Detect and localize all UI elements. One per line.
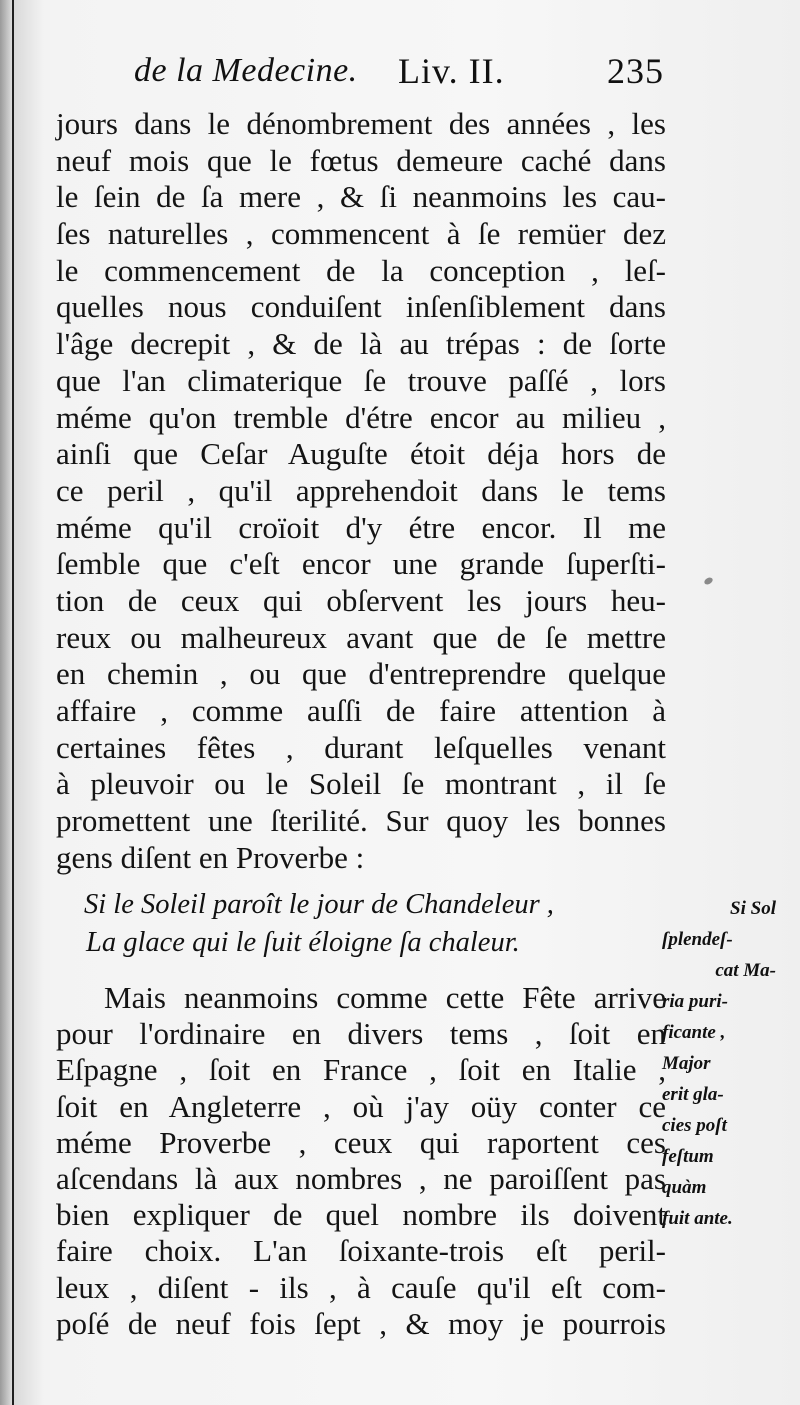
text-line: méme qu'il croïoit d'y étre encor. Il me xyxy=(56,509,666,545)
book-number: Liv. II. xyxy=(398,51,505,91)
margin-note-line: Major xyxy=(662,1053,711,1074)
text-line: ainſi que Ceſar Auguſte étoit déja hors de xyxy=(56,436,666,472)
running-title: de la Medecine. xyxy=(134,52,358,89)
margin-note-line: quàm xyxy=(662,1177,707,1198)
page-gutter-shadow xyxy=(0,0,12,1405)
margin-note-line: feſtum xyxy=(662,1146,714,1167)
text-line: faire choix. L'an ſoixante-trois eſt peril- xyxy=(56,1233,666,1269)
page-header xyxy=(134,46,664,106)
text-line: en chemin , ou que d'entreprendre quelque xyxy=(56,656,666,692)
verse-line: La glace qui le ſuit éloigne ſa chaleur. xyxy=(86,927,520,958)
text-line: leux , diſent - ils , à cauſe qu'il eſt com- xyxy=(56,1269,666,1305)
text-line: neuf mois que le fœtus demeure caché dans xyxy=(56,142,666,178)
margin-note-line: Si Sol xyxy=(730,898,776,919)
text-line: bien expliquer de quel nombre ils doivent xyxy=(56,1197,666,1233)
text-line: reux ou malheureux avant que de ſe mettre xyxy=(56,619,666,655)
margin-note-line: erit gla- xyxy=(662,1084,724,1105)
text-line: gens diſent en Proverbe : xyxy=(56,839,365,875)
proverb-verse xyxy=(84,886,644,962)
margin-note-line: cies poſt xyxy=(662,1115,727,1136)
margin-note-line: ficante , xyxy=(662,1022,726,1043)
text-line: aſcendans là aux nombres , ne paroiſſent pas xyxy=(56,1160,666,1196)
text-line: tion de ceux qui obſervent les jours heu- xyxy=(56,582,666,618)
text-line: affaire , comme auſſi de faire attention à xyxy=(56,693,666,728)
margin-note-line: ria puri- xyxy=(662,991,728,1012)
book-page xyxy=(14,0,800,1405)
text-line: le commencement de la conception , leſ- xyxy=(56,252,666,288)
text-line: méme Proverbe , ceux qui raportent ces xyxy=(56,1124,666,1160)
text-line: poſé de neuf fois ſept , & moy je pourrois xyxy=(56,1305,666,1341)
text-line: méme qu'on tremble d'étre encor au milieu , xyxy=(56,399,666,435)
text-line: jours dans le dénombrement des années , les xyxy=(56,106,666,141)
page-number: 235 xyxy=(607,51,664,91)
paragraph-1 xyxy=(56,106,666,876)
ink-speck xyxy=(703,576,714,586)
text-line: certaines fêtes , durant leſquelles venant xyxy=(56,729,666,765)
margin-note-line: ſplendeſ- xyxy=(662,929,733,950)
margin-note-line: cat Ma- xyxy=(715,960,776,981)
text-line: Mais neanmoins comme cette Fête arrive xyxy=(104,980,666,1015)
verse-line: Si le Soleil paroît le jour de Chandeleur , xyxy=(84,889,554,920)
text-line: que l'an climaterique ſe trouve paſſé , lors xyxy=(56,362,666,398)
margin-note-line: fuit ante. xyxy=(662,1208,733,1229)
text-line: promettent une ſterilité. Sur quoy les bonnes xyxy=(56,803,666,839)
paragraph-2 xyxy=(56,980,666,1342)
text-line: ſemble que c'eſt encor une grande ſuperſti- xyxy=(56,546,666,582)
text-line: le ſein de ſa mere , & ſi neanmoins les cau- xyxy=(56,179,666,215)
text-line: Eſpagne , ſoit en France , ſoit en Italie , xyxy=(56,1052,666,1088)
text-line: l'âge decrepit , & de là au trépas : de ſorte xyxy=(56,326,666,362)
text-line: quelles nous conduiſent inſenſiblement dans xyxy=(56,289,666,325)
text-line: à pleuvoir ou le Soleil ſe montrant , il ſe xyxy=(56,766,666,802)
margin-note xyxy=(662,893,786,1234)
text-line: ſes naturelles , commencent à ſe remüer dez xyxy=(56,216,666,252)
text-line: ce peril , qu'il apprehendoit dans le tems xyxy=(56,472,666,508)
text-line: pour l'ordinaire en divers tems , ſoit en xyxy=(56,1016,666,1052)
text-line: ſoit en Angleterre , où j'ay oüy conter ce xyxy=(56,1088,666,1124)
